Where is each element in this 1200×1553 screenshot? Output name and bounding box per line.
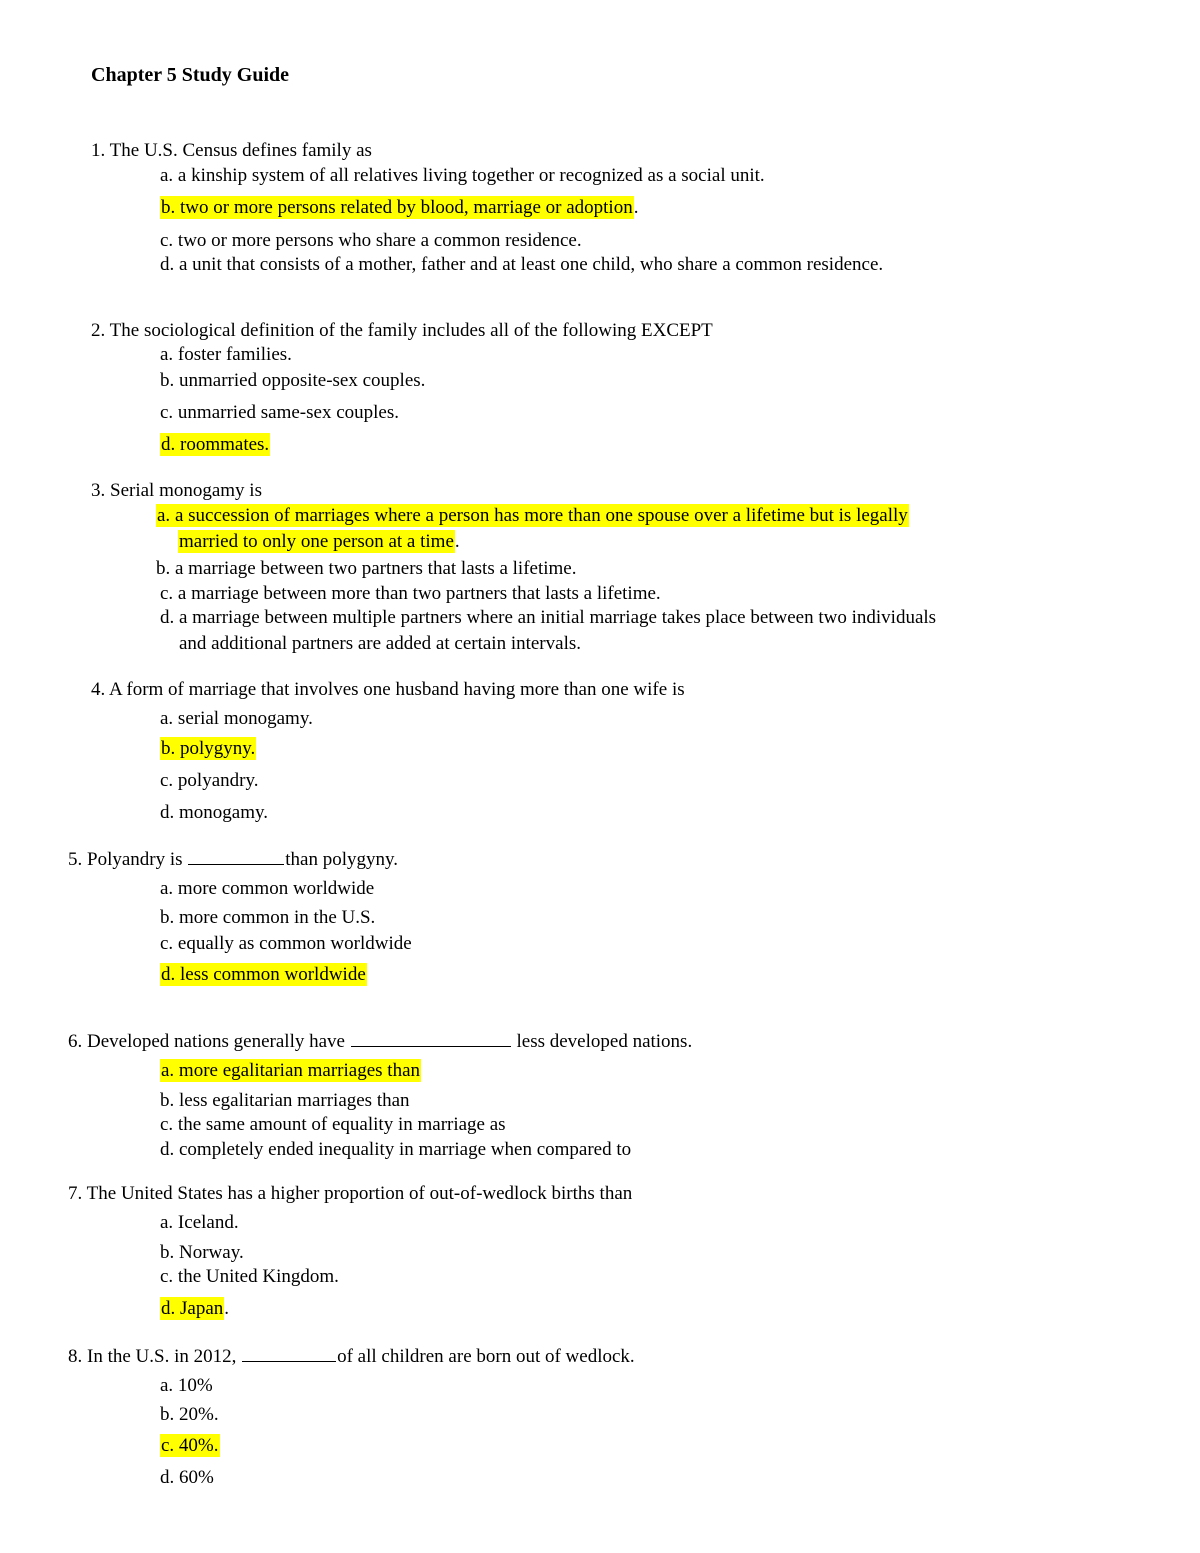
question-7-option-c: c. the United Kingdom. [160,1266,339,1287]
question-5-option-d [160,963,367,987]
question-7-stem: 7. The United States has a higher proportion of out-of-wedlock births than [68,1183,633,1204]
question-6-stem: 6. Developed nations generally have less developed nations. [68,1031,693,1052]
answer-highlight: a. a succession of marriages where a person has more than one spouse over a lifetime but is legally [157,505,908,526]
question-1-option-d: d. a unit that consists of a mother, father and at least one child, who share a common residence. [160,254,884,275]
question-7-option-d: d. Japan. [161,1298,230,1319]
answer-highlight: a. more egalitarian marriages than [161,1060,421,1081]
question-7-option-b: b. Norway. [160,1242,244,1263]
answer-highlight: b. two or more persons related by blood, marriage or adoption [161,197,633,218]
answer-highlight: c. 40%. [161,1435,219,1456]
answer-highlight: d. less common worldwide [161,964,366,985]
question-5-option-a: a. more common worldwide [160,878,375,899]
question-8-option-b: b. 20%. [160,1404,219,1425]
question-2-option-d [160,433,270,457]
question-3-option-a: a. a succession of marriages where a person has more than one spouse over a lifetime but is legally married to only one person at a time. [157,505,908,552]
question-7-option-a: a. Iceland. [160,1212,239,1233]
fill-in-blank [351,1045,511,1047]
question-4-stem: 4. A form of marriage that involves one husband having more than one wife is [91,679,685,700]
question-8-stem: 8. In the U.S. in 2012, of all children are born out of wedlock. [68,1346,635,1367]
question-5-option-c: c. equally as common worldwide [160,933,412,954]
question-1-option-c: c. two or more persons who share a common residence. [160,230,582,251]
answer-highlight: d. roommates. [161,434,270,455]
question-6-option-b: b. less egalitarian marriages than [160,1090,410,1111]
question-2-option-c: c. unmarried same-sex couples. [160,402,399,423]
question-1-option-a: a. a kinship system of all relatives living together or recognized as a social unit. [160,165,765,186]
question-8-option-c [160,1434,220,1458]
question-3-stem: 3. Serial monogamy is [91,480,262,501]
question-1-stem: 1. The U.S. Census defines family as [91,140,372,161]
question-2-option-a: a. foster families. [160,344,292,365]
question-3-option-b: b. a marriage between two partners that lasts a lifetime. [156,558,577,579]
question-2-option-b: b. unmarried opposite-sex couples. [160,370,426,391]
question-3-option-c: c. a marriage between more than two partners that lasts a lifetime. [160,583,661,604]
answer-highlight: d. Japan [161,1298,224,1319]
question-1-option-b: b. two or more persons related by blood, marriage or adoption. [161,197,639,218]
question-4-option-d: d. monogamy. [160,802,269,823]
answer-highlight: b. polygyny. [161,738,256,759]
fill-in-blank [188,863,284,865]
question-4-option-b [160,737,256,761]
question-4-option-a: a. serial monogamy. [160,708,313,729]
question-4-option-c: c. polyandry. [160,770,259,791]
question-8-option-d: d. 60% [160,1467,214,1488]
fill-in-blank [242,1360,336,1362]
question-6-option-a [160,1059,421,1083]
question-2-stem: 2. The sociological definition of the family includes all of the following EXCEPT [91,320,713,341]
question-5-stem: 5. Polyandry is than polygyny. [68,849,399,870]
question-6-option-c: c. the same amount of equality in marriage as [160,1114,506,1135]
question-8-option-a: a. 10% [160,1375,213,1396]
question-3-option-d: d. a marriage between multiple partners where an initial marriage takes place between two individuals and additional partners are added at certain intervals. [160,607,937,654]
answer-highlight: married to only one person at a time [179,531,454,552]
page-title: Chapter 5 Study Guide [91,64,290,86]
question-5-option-b: b. more common in the U.S. [160,907,376,928]
question-6-option-d: d. completely ended inequality in marriage when compared to [160,1139,632,1160]
